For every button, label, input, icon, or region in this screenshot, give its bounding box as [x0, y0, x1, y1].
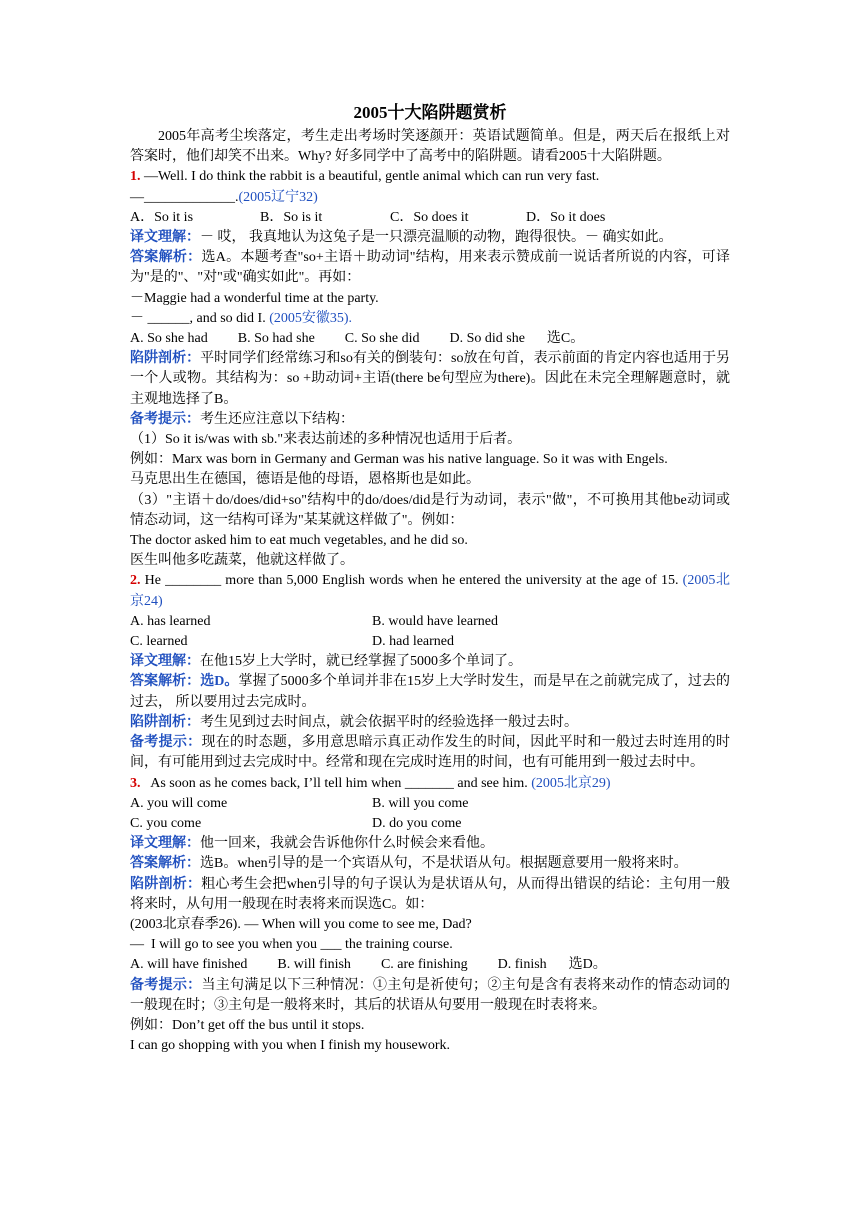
q3-example-options: A. will have finished B. will finish C. are finishing D. finish 选D。 — [130, 957, 607, 973]
q2-options-row-1: A. has learned B. would have learned — [130, 613, 498, 629]
q3-example-2: — I will go to see you when you ___ the training course. — [130, 937, 453, 953]
q1-option-c: C．So does it — [390, 209, 469, 225]
q3-trap: 陷阱剖析：粗心考生会把when引导的句子误认为是状语从句，从而得出错误的结论：主句用一般将来时，从句用一般现在时表将来而误选C。如： — [130, 876, 731, 912]
q1-example-1: －Maggie had a wonderful time at the party. — [130, 290, 379, 306]
q2-options-row-2: C. learned D. had learned — [130, 634, 455, 650]
q1-tip-line-4: （3）"主语＋do/does/did+so"结构中的do/does/did是行为动词，表示"做"，不可换用其他be动词或情态动词，这一结构可译为"某某就这样做了"。例如： — [130, 492, 730, 528]
q1-tip-line-5: The doctor asked him to eat much vegetables, and he did so. — [130, 533, 468, 549]
q1-options — [130, 208, 730, 228]
q3-analysis: 答案解析：选B。when引导的是一个宾语从句，不是状语从句。根据题意要用一般将来时。 — [130, 856, 688, 872]
q3-options-row-1: A. you will come B. will you come — [130, 795, 469, 811]
q1-stem: 1. —Well. I do think the rabbit is a beautiful, gentle animal which can run very fast. — [130, 169, 600, 185]
q3-example-1: (2003北京春季26). — When will you come to see me, Dad? — [130, 916, 472, 932]
q3-tip-line-2: I can go shopping with you when I finish my housework. — [130, 1038, 451, 1054]
q1-tip-line-6: 医生叫他多吃蔬菜，他就这样做了。 — [130, 553, 354, 569]
q1-tip: 备考提示：考生还应注意以下结构： — [130, 411, 354, 427]
q1-number: 1. — [130, 169, 141, 185]
q3-stem: 3. As soon as he comes back, I’ll tell him when _______ and see him. (2005北京29) — [130, 775, 611, 791]
q1-option-d: D．So it does — [526, 209, 606, 225]
q1-tip-line-2: 例如：Marx was born in Germany and German was his native language. So it was with Engels. — [130, 452, 668, 468]
q1-reply: —_____________.(2005辽宁32) — [130, 189, 318, 205]
q3-tip-line-1: 例如：Don’t get off the bus until it stops. — [130, 1017, 365, 1033]
q3-tip: 备考提示：当主句满足以下三种情况：①主句是祈使句；②主句是含有表将来动作的情态动词的一般现在时；③主句是一般将来时，其后的状语从句要用一般现在时表将来。 — [130, 977, 731, 1013]
q2-trap: 陷阱剖析：考生见到过去时间点，就会依据平时的经验选择一般过去时。 — [130, 714, 578, 730]
q3-source: (2005北京29) — [531, 775, 611, 791]
q3-options-row-2: C. you come D. do you come — [130, 815, 462, 831]
q1-option-a: A．So it is — [130, 209, 194, 225]
q1-example-options: A. So she had B. So had she C. So she did D. So did she 选C。 — [130, 331, 585, 347]
q1-tip-line-3: 马克思出生在德国，德语是他的母语，恩格斯也是如此。 — [130, 472, 480, 488]
q1-trap: 陷阱剖析：平时同学们经常练习和so有关的倒装句：so放在句首，表示前面的肯定内容也适用于另一个人或物。其结构为：so +助动词+主语(there be句型应为there)。因此在未完全理解题意时，就主观地选择了B。 — [130, 351, 730, 407]
q2-translation: 译文理解：在他15岁上大学时，就已经掌握了5000多个单词了。 — [130, 654, 522, 670]
q2-number: 2. — [130, 573, 141, 589]
q3-number: 3. — [130, 775, 141, 791]
q1-option-b: B．So is it — [260, 209, 323, 225]
q1-analysis: 答案解析：选A。本题考查"so+主语＋助动词"结构，用来表示赞成前一说话者所说的内容，可译为"是的"、"对"或"确实如此"。再如： — [130, 250, 730, 286]
q2-tip: 备考提示：现在的时态题，多用意思暗示真正动作发生的时间，因此平时和一般过去时连用的时间，有可能用到过去完成时中。经常和现在完成时连用的时间，也有可能用到一般过去时中。 — [130, 735, 731, 771]
q2-source: (2005北京24) — [130, 573, 730, 609]
q1-example-2: － ______, and so did I. (2005安徽35). — [130, 310, 353, 326]
intro-paragraph: 2005年高考尘埃落定，考生走出考场时笑逐颜开：英语试题简单。但是，两天后在报纸上对答案时，他们却笑不出来。Why? 好多同学中了高考中的陷阱题。请看2005十大陷阱题。 — [130, 129, 730, 165]
q1-tip-line-1: （1）So it is/was with sb."来表达前述的多种情况也适用于后者。 — [130, 432, 522, 448]
q2-stem: 2. He ________ more than 5,000 English words when he entered the university at the age of 15. (2005北京24) — [130, 573, 730, 609]
page-title: 2005十大陷阱题赏析 — [353, 103, 507, 122]
q1-source: (2005辽宁32) — [238, 189, 318, 205]
q2-analysis: 答案解析：选D。掌握了5000多个单词并非在15岁上大学时发生，而是早在之前就完成了，过去的过去， 所以要用过去完成时。 — [130, 674, 730, 710]
q1-translation: 译文理解：－ 哎， 我真地认为这兔子是一只漂亮温顺的动物，跑得很快。－ 确实如此。 — [130, 230, 673, 246]
q3-translation: 译文理解：他一回来，我就会告诉他你什么时候会来看他。 — [130, 836, 494, 852]
